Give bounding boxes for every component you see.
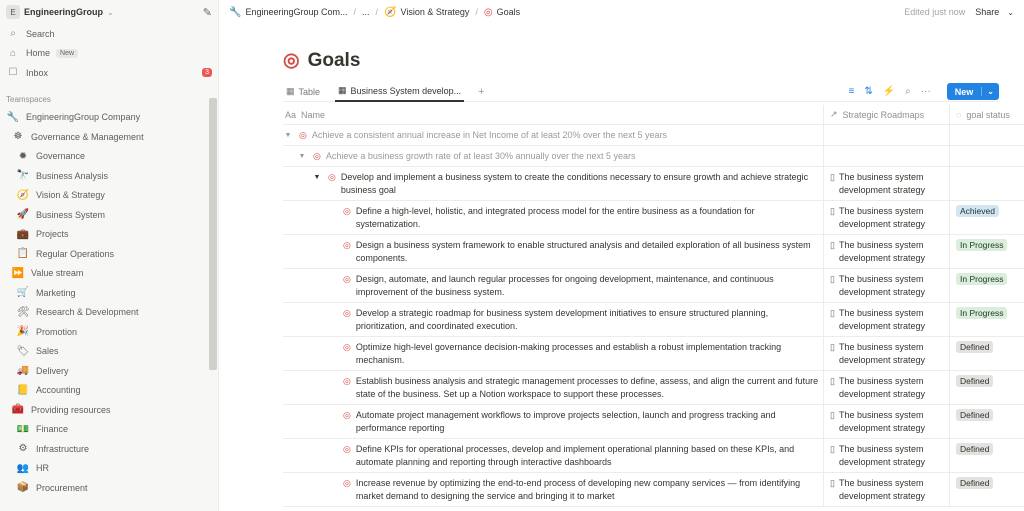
roadmap-link[interactable]: The business system development strategy — [838, 410, 926, 433]
status-icon: ◌ — [956, 109, 962, 120]
breadcrumb-vision-strategy[interactable]: 🧭 Vision & Strategy — [384, 6, 470, 18]
target-icon: ◎ — [343, 206, 351, 216]
sidebar-item-hr[interactable] — [0, 459, 218, 479]
table-row[interactable] — [283, 405, 1024, 439]
roadmap-link[interactable]: The business system development strategy — [838, 376, 926, 399]
inbox-icon: ☐ — [8, 67, 18, 79]
column-header-roadmaps[interactable]: ↗ Strategic Roadmaps — [824, 105, 950, 125]
breadcrumb-ellipsis[interactable]: ... — [362, 7, 370, 17]
search-icon[interactable]: ⌕ — [905, 86, 911, 97]
workspace-switcher[interactable] — [0, 0, 218, 24]
search-icon: ⌕ — [10, 28, 16, 40]
workspace-name: EngineeringGroup — [24, 7, 104, 17]
sidebar-item-label: Marketing — [36, 287, 76, 298]
sidebar-item-marketing[interactable] — [0, 283, 218, 303]
sidebar-item-label: Regular Operations — [36, 248, 115, 259]
cell-name[interactable] — [283, 269, 824, 302]
table-row[interactable] — [283, 473, 1024, 507]
toolbox-icon: 🧰 — [11, 404, 25, 416]
sidebar-item-label: Vision & Strategy — [36, 190, 105, 201]
cell-status[interactable] — [950, 405, 1024, 438]
filter-icon[interactable]: ≡ — [848, 86, 855, 97]
target-icon: ◎ — [299, 130, 307, 140]
sidebar-item-label: Value stream — [31, 268, 84, 279]
cell-roadmap[interactable] — [824, 405, 950, 438]
sidebar-item-label: Procurement — [36, 482, 88, 493]
sidebar-item-label: Accounting — [36, 385, 81, 396]
sidebar-item-providing-resources[interactable] — [0, 400, 218, 420]
toggle-caret-icon[interactable]: ▼ — [298, 153, 306, 160]
telescope-icon: 🔭 — [16, 170, 30, 182]
automation-icon[interactable]: ⚡ — [882, 86, 896, 97]
status-badge: Defined — [956, 443, 993, 455]
table-icon: ▦ — [338, 85, 347, 95]
table-row[interactable] — [283, 146, 1024, 167]
teamspaces-label: Teamspaces — [6, 94, 51, 104]
target-icon: ◎ — [343, 444, 351, 454]
goal-name: Design a business system framework to enable structured analysis and detailed exploration of all business system components. — [355, 240, 811, 263]
sun-gear-icon: ✹ — [18, 150, 28, 162]
cell-roadmap[interactable] — [824, 235, 950, 268]
page-title: ◎ Goals — [283, 49, 361, 71]
rocket-icon: 🚀 — [16, 209, 30, 221]
sidebar-item-label: Delivery — [36, 365, 69, 376]
target-icon: ◎ — [343, 274, 351, 284]
roadmap-link[interactable]: The business system development strategy — [838, 274, 926, 297]
status-badge: In Progress — [956, 307, 1007, 319]
party-icon: 🎉 — [16, 326, 30, 338]
document-icon: ▯ — [830, 308, 835, 318]
add-view-button[interactable]: + — [478, 85, 485, 98]
target-icon: ◎ — [328, 172, 336, 182]
column-header-name[interactable]: Aa Name — [283, 105, 824, 125]
sidebar-nav-label: Search — [26, 28, 55, 39]
cell-status[interactable] — [950, 201, 1024, 234]
view-toolbar — [848, 83, 999, 100]
cell-status[interactable] — [950, 337, 1024, 370]
cell-roadmap[interactable] — [824, 439, 950, 472]
status-badge: Defined — [956, 409, 993, 421]
home-icon: ⌂ — [9, 47, 17, 59]
cell-name[interactable] — [283, 371, 824, 404]
target-icon: ◎ — [343, 478, 351, 488]
sidebar-item-engineeringgroup-company[interactable] — [0, 108, 218, 128]
inbox-count-badge: 3 — [202, 68, 212, 77]
sidebar-item-delivery[interactable] — [0, 361, 218, 381]
new-button[interactable]: New ⌄ — [947, 83, 999, 100]
status-badge: In Progress — [956, 273, 1007, 285]
sidebar-item-governance[interactable] — [0, 147, 218, 167]
table-row[interactable] — [283, 235, 1024, 269]
target-icon: ◎ — [483, 6, 493, 18]
cell-name[interactable] — [283, 405, 824, 438]
sidebar-scrollbar[interactable] — [209, 98, 217, 370]
table-row[interactable] — [283, 337, 1024, 371]
roadmap-link[interactable]: The business system development strategy — [838, 206, 926, 229]
sidebar-item-finance[interactable] — [0, 420, 218, 440]
helm-icon: ☸ — [13, 131, 23, 143]
goal-name: Increase revenue by optimizing the end-to-end process of developing new company services — from identifying market demand to designing the service and bringing it to market — [355, 478, 801, 501]
cart-icon: 🛒 — [16, 287, 30, 299]
sidebar-item-procurement[interactable] — [0, 478, 218, 498]
breadcrumb-company[interactable]: 🔧 EngineeringGroup Com... — [229, 6, 348, 18]
tab-business-system[interactable]: ▦ Business System develop... — [335, 82, 464, 102]
sidebar-item-label: Infrastructure — [36, 443, 90, 454]
briefcase-icon: 💼 — [16, 228, 30, 240]
chevron-down-icon[interactable]: ⌄ — [1007, 7, 1014, 17]
ledger-icon: 📒 — [16, 384, 30, 396]
sidebar-item-governance-management[interactable] — [0, 127, 218, 147]
sidebar-item-infrastructure[interactable] — [0, 439, 218, 459]
breadcrumb-goals[interactable]: ◎ Goals — [483, 6, 521, 18]
sidebar-item-value-stream[interactable] — [0, 264, 218, 284]
topbar: 🔧 EngineeringGroup Com... / ... / 🧭 Vision & Strategy / ◎ Goals Edited just now Share ⌄ — [229, 6, 1014, 18]
fast-forward-icon: ⏩ — [11, 267, 25, 279]
more-icon[interactable]: ··· — [920, 86, 931, 97]
cell-roadmap[interactable] — [824, 269, 950, 302]
table-row[interactable] — [283, 269, 1024, 303]
status-badge: In Progress — [956, 239, 1007, 251]
cell-status[interactable] — [950, 439, 1024, 472]
cell-name[interactable] — [283, 146, 824, 166]
target-icon: ◎ — [343, 342, 351, 352]
table-icon: ▦ — [286, 86, 295, 96]
cell-roadmap[interactable] — [824, 201, 950, 234]
target-icon: ◎ — [343, 308, 351, 318]
document-icon: ▯ — [830, 410, 835, 420]
goal-name: Design, automate, and launch regular processes for ongoing development, maintenance, and continuous improvement of the business system. — [355, 274, 774, 297]
cell-roadmap[interactable] — [824, 146, 950, 166]
cell-name[interactable] — [283, 125, 824, 145]
sidebar-item-sales[interactable] — [0, 342, 218, 362]
goal-name: Achieve a business growth rate of at least 30% annually over the next 5 years — [325, 151, 636, 161]
cell-roadmap[interactable] — [824, 371, 950, 404]
cell-roadmap[interactable] — [824, 303, 950, 336]
status-badge: Defined — [956, 341, 993, 353]
cell-roadmap[interactable] — [824, 337, 950, 370]
cell-status[interactable] — [950, 125, 1024, 145]
sidebar-item-label: EngineeringGroup Company — [26, 112, 141, 123]
sidebar-item-vision-strategy[interactable] — [0, 186, 218, 206]
document-icon: ▯ — [830, 206, 835, 216]
truck-icon: 🚚 — [16, 365, 30, 377]
wrench-icon: 🔧 — [229, 6, 242, 18]
status-badge: Achieved — [956, 205, 999, 217]
status-badge: Defined — [956, 477, 993, 489]
edited-status: Edited just now — [904, 7, 966, 17]
target-icon: ◎ — [343, 240, 351, 250]
sidebar-item-label: HR — [36, 463, 49, 474]
sidebar-nav-label: Inbox — [26, 67, 49, 78]
table-row[interactable] — [283, 371, 1024, 405]
sort-icon[interactable]: ⇅ — [864, 86, 873, 97]
sidebar-item-regular-operations[interactable] — [0, 244, 218, 264]
tools-icon: 🛠 — [16, 306, 30, 318]
goal-name: Develop and implement a business system to create the conditions necessary to ensure growth and achieve strategic business goal — [340, 172, 809, 195]
wrench-icon: 🔧 — [6, 111, 20, 123]
column-header-status[interactable]: ◌ goal status — [956, 109, 1010, 120]
cell-status[interactable] — [950, 235, 1024, 268]
cell-name[interactable] — [283, 201, 824, 234]
share-button[interactable]: Share — [975, 7, 1000, 17]
goal-name: Optimize high-level governance decision-making processes and establish a robust implementation tracking mechanism. — [355, 342, 782, 365]
money-icon: 💵 — [16, 423, 30, 435]
sidebar-item-projects[interactable] — [0, 225, 218, 245]
sidebar-item-label: Providing resources — [31, 404, 111, 415]
status-badge: Defined — [956, 375, 993, 387]
sidebar-item-label: Sales — [36, 346, 59, 357]
target-icon: ◎ — [343, 410, 351, 420]
table-header — [283, 105, 1024, 125]
roadmap-link[interactable]: The business system development strategy — [838, 172, 926, 195]
document-icon: ▯ — [830, 478, 835, 488]
sidebar-item-label: Finance — [36, 424, 69, 435]
target-icon[interactable]: ◎ — [283, 50, 300, 71]
goal-name: Automate project management workflows to improve projects selection, launch and progress tracking and performance reporting — [355, 410, 776, 433]
sidebar-item-label: Governance & Management — [31, 131, 144, 142]
relation-arrow-icon: ↗ — [830, 109, 838, 119]
cell-name[interactable] — [283, 473, 824, 506]
document-icon: ▯ — [830, 444, 835, 454]
cell-status[interactable] — [950, 473, 1024, 506]
sidebar-item-label: Projects — [36, 229, 69, 240]
cell-status[interactable] — [950, 146, 1024, 166]
target-icon: ◎ — [343, 376, 351, 386]
toggle-caret-icon[interactable]: ▼ — [313, 174, 321, 181]
sidebar-nav-home[interactable] — [0, 44, 218, 64]
table-row[interactable] — [283, 167, 1024, 201]
sidebar-item-business-analysis[interactable] — [0, 166, 218, 186]
cell-roadmap[interactable] — [824, 125, 950, 145]
cell-roadmap[interactable] — [824, 473, 950, 506]
sidebar-item-accounting[interactable] — [0, 381, 218, 401]
new-badge: New — [56, 49, 78, 58]
cell-status[interactable] — [950, 269, 1024, 302]
roadmap-link[interactable]: The business system development strategy — [838, 342, 926, 365]
roadmap-link[interactable]: The business system development strategy — [838, 444, 926, 467]
cell-name[interactable] — [283, 337, 824, 370]
goal-name: Define KPIs for operational processes, develop and implement operational planning based on these KPIs, and automate planning and reporting through interactive dashboards — [355, 444, 795, 467]
sidebar-item-label: Research & Development — [36, 307, 139, 318]
goal-name: Establish business analysis and strategic management processes to define, assess, and align the current and future state of the business. Set up a Notion workspace to support these processes. — [355, 376, 819, 399]
table-row[interactable] — [283, 439, 1024, 473]
document-icon: ▯ — [830, 342, 835, 352]
sidebar-item-label: Business Analysis — [36, 170, 109, 181]
roadmap-link[interactable]: The business system development strategy — [838, 478, 926, 501]
cell-name[interactable] — [283, 303, 824, 336]
goal-name: Define a high-level, holistic, and integrated process model for the entire business as a foundation for systematization. — [355, 206, 755, 229]
gear-icon: ⚙ — [18, 443, 28, 455]
tag-icon: 🏷 — [16, 345, 30, 357]
document-icon: ▯ — [830, 172, 835, 182]
document-icon: ▯ — [830, 240, 835, 250]
cell-name[interactable] — [283, 439, 824, 472]
cell-status[interactable] — [950, 167, 1024, 200]
sidebar-item-business-system[interactable] — [0, 205, 218, 225]
sidebar-nav-inbox[interactable] — [0, 63, 218, 83]
sidebar-item-label: Governance — [36, 151, 86, 162]
cell-status[interactable] — [950, 371, 1024, 404]
sidebar-nav-search[interactable] — [0, 24, 218, 44]
cell-status[interactable] — [950, 303, 1024, 336]
workspace-avatar: E — [6, 5, 20, 19]
clipboard-icon: 📋 — [16, 248, 30, 260]
goal-name: Develop a strategic roadmap for business system development initiatives to ensure structured planning, prioritization, and coordinated execution. — [355, 308, 769, 331]
cell-name[interactable] — [283, 167, 824, 200]
document-icon: ▯ — [830, 376, 835, 386]
roadmap-link[interactable]: The business system development strategy — [838, 240, 926, 263]
table-row[interactable] — [283, 125, 1024, 146]
goal-name: Achieve a consistent annual increase in Net Income of at least 20% over the next 5 years — [311, 130, 668, 140]
roadmap-link[interactable]: The business system development strategy — [838, 308, 926, 331]
target-icon: ◎ — [313, 151, 321, 161]
table-row[interactable] — [283, 201, 1024, 235]
compass-icon: 🧭 — [16, 189, 30, 201]
table-row[interactable] — [283, 303, 1024, 337]
cell-roadmap[interactable] — [824, 167, 950, 200]
package-icon: 📦 — [16, 482, 30, 494]
sidebar-item-label: Business System — [36, 209, 106, 220]
new-page-icon[interactable]: ✎ — [202, 6, 212, 19]
sidebar-item-promotion[interactable] — [0, 322, 218, 342]
sidebar-item-label: Promotion — [36, 326, 78, 337]
sidebar-item-research-development[interactable] — [0, 303, 218, 323]
text-prop-icon: Aa — [285, 109, 297, 120]
sidebar-nav-label: Home — [26, 48, 51, 59]
chevron-down-icon: ⌄ — [107, 7, 114, 17]
cell-name[interactable] — [283, 235, 824, 268]
view-tabs — [283, 82, 999, 102]
goals-table — [283, 105, 1024, 507]
people-icon: 👥 — [16, 462, 30, 474]
sidebar — [0, 0, 219, 511]
tab-table[interactable]: ▦ Table — [286, 86, 321, 97]
document-icon: ▯ — [830, 274, 835, 284]
compass-icon: 🧭 — [384, 6, 397, 18]
toggle-caret-icon[interactable]: ▼ — [284, 132, 292, 139]
chevron-down-icon[interactable]: ⌄ — [981, 87, 999, 96]
